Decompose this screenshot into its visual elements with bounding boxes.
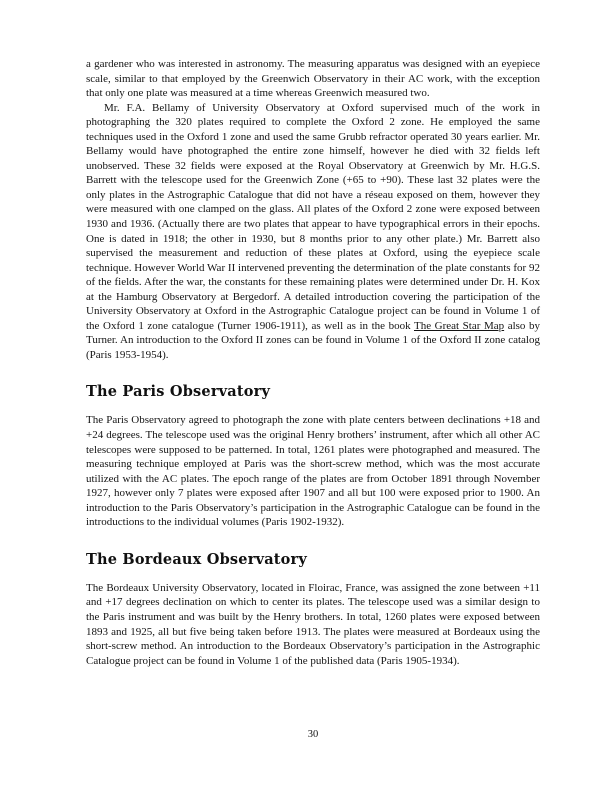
paragraph-oxford-text-post: also by Turner. An introduction to the Oxford II zones can be found in Volume 1 of the Oxford II zone catalog (Paris 1953-1954). [86,319,540,361]
paragraph-intro: a gardener who was interested in astronomy. The measuring apparatus was designed with an eyepiece scale, similar to that employed by the Greenwich Observatory in their AC work, with the exception that only one plate was measured at a time whereas Greenwich measured two. [86,58,540,100]
heading-bordeaux-observatory: The Bordeaux Observatory [86,550,308,568]
page-number: 30 [307,729,319,740]
paragraph-paris: The Paris Observatory agreed to photograph the zone with plate centers between declinations +18 and +24 degrees. The telescope used was the original Henry brothers’ instrument, after which all other AC telescopes were supposed to be patterned. In total, 1261 plates were photographed and measured. The measuring technique employed at Paris was the short-screw method, which was the most accurate utilized with the AC plates. The epoch range of the plates are from October 1891 through November 1927, however only 7 plates were exposed after 1907 and all but 100 were exposed prior to 1900. An introduction to the Paris Observatory’s participation in the Astrographic Catalogue can be found in the introductions to the individual volumes (Paris 1902-1932). [86,414,540,529]
book-title-the-great-star-map: The Great Star Map [413,319,505,332]
paragraph-bordeaux: The Bordeaux University Observatory, located in Floirac, France, was assigned the zone between +11 and +17 degrees declination on which to center its plates. The telescope used was a similar design to the Paris instrument and was built by the Henry brothers. In total, 1260 plates were exposed between 1893 and 1925, all but five being taken before 1913. The plates were measured at Bordeaux using the short-screw method. An introduction to the Bordeaux Observatory’s participation in the Astrographic Catalogue project can be found in Volume 1 of the published data (Paris 1905-1934). [86,581,540,667]
paragraph-oxford [86,101,540,363]
paragraph-oxford-text-pre: Mr. F.A. Bellamy of University Observatory at Oxford supervised much of the work in photographing the 320 plates required to complete the Oxford 2 zone. He employed the same techniques used in the Oxford 1 zone and used the same Grubb refractor operated 30 years earlier. Mr. Bellamy would have photographed the entire zone himself, however he died with 32 fields left unobserved. These 32 fields were exposed at the Royal Observatory at Greenwich by Mr. H.G.S. Barrett with the telescope used for the Greenwich Zone (+65 to +90). These last 32 plates were the only plates in the Astrographic Catalogue that did not have a réseau exposed on them, however they were measured with one clamped on the glass. All plates of the Oxford 2 zone were exposed between 1930 and 1936. (Actually there are two plates that appear to have typographical errors in their epochs. One is dated in 1918; the other in 1930, but 8 months prior to any other plate.) Mr. Barrett also supervised the measurement and reduction of these plates at Oxford, using the eyepiece scale technique. However World War II intervened preventing the determination of the plate constants for 92 of the fields. After the war, the constants for these remaining plates were determined under Dr. H. Kox at the Hamburg Observatory at Bergedorf. A detailed introduction covering the participation of the University Observatory at Oxford in the Astrographic Catalogue project can be found in Volume 1 of the Oxford 1 zone catalogue (Turner 1906-1911), as well as in the book [86,101,540,332]
heading-paris-observatory: The Paris Observatory [86,383,271,401]
